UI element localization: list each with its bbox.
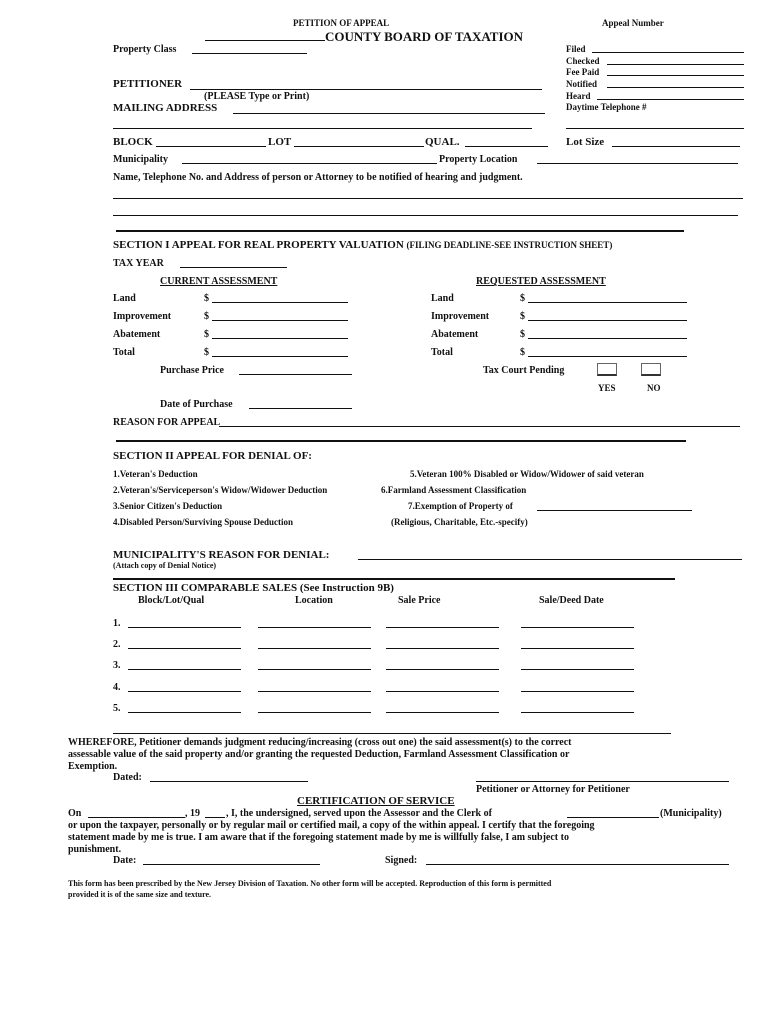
lot-label: LOT <box>268 136 292 148</box>
requested-abatement-field[interactable] <box>528 338 687 339</box>
tax-court-yes-checkbox[interactable] <box>597 363 617 376</box>
denial-item-6: 6.Farmland Assessment Classification <box>381 485 527 495</box>
qual-field[interactable] <box>465 146 548 147</box>
footer-line-2: provided it is of the same size and texture. <box>68 890 212 899</box>
dated-label: Dated: <box>113 772 142 783</box>
fee-paid-field[interactable] <box>607 75 744 76</box>
requested-total-label: Total <box>431 347 453 358</box>
section1-deadline-note: (FILING DEADLINE-SEE INSTRUCTION SHEET) <box>406 240 613 250</box>
tax-year-label: TAX YEAR <box>113 258 164 269</box>
daytime-telephone-field[interactable] <box>566 128 744 129</box>
requested-improvement-label: Improvement <box>431 311 490 322</box>
current-total-label: Total <box>113 347 135 358</box>
denial-item-1: 1.Veteran's Deduction <box>113 469 198 479</box>
wherefore-line-3: Exemption. <box>68 761 118 772</box>
dollar-sign: $ <box>520 329 525 340</box>
comparable-location-field[interactable] <box>258 691 371 692</box>
current-improvement-field[interactable] <box>212 320 348 321</box>
filed-field[interactable] <box>592 52 744 53</box>
current-abatement-label: Abatement <box>113 329 161 340</box>
county-name-field[interactable] <box>205 40 325 41</box>
no-label: NO <box>647 383 661 393</box>
municipality-reason-label: MUNICIPALITY'S REASON FOR DENIAL: <box>113 549 330 561</box>
petitioner-signature-field[interactable] <box>476 781 729 782</box>
block-field[interactable] <box>156 146 266 147</box>
requested-improvement-field[interactable] <box>528 320 687 321</box>
petition-title: PETITION OF APPEAL <box>293 18 390 28</box>
comparable-location-field[interactable] <box>258 669 371 670</box>
heard-field[interactable] <box>597 99 744 100</box>
reason-for-appeal-label: REASON FOR APPEAL <box>113 417 221 428</box>
section3-heading: SECTION III COMPARABLE SALES (See Instruction 9B) <box>113 582 394 594</box>
cert-municipality-field[interactable] <box>567 817 659 818</box>
comparable-date-field[interactable] <box>521 627 634 628</box>
requested-abatement-label: Abatement <box>431 329 479 340</box>
dollar-sign: $ <box>520 293 525 304</box>
section1-heading <box>113 240 612 251</box>
dollar-sign: $ <box>204 293 209 304</box>
comparable-block-field[interactable] <box>128 627 241 628</box>
comparable-date-field[interactable] <box>521 648 634 649</box>
comparable-block-field[interactable] <box>128 691 241 692</box>
heard-label: Heard <box>566 91 591 101</box>
mailing-address-label: MAILING ADDRESS <box>113 102 218 114</box>
comparable-date-field[interactable] <box>521 691 634 692</box>
dollar-sign: $ <box>520 311 525 322</box>
cert-day-field[interactable] <box>88 817 185 818</box>
section-divider <box>116 230 684 232</box>
comparable-row-number: 2. <box>113 639 121 650</box>
cert-line-2: or upon the taxpayer, personally or by regular mail or certified mail, a copy of the within appeal. I certify that the foregoing <box>68 820 595 831</box>
denial-item-4: 4.Disabled Person/Surviving Spouse Deduction <box>113 517 294 527</box>
mailing-address-field[interactable] <box>233 113 545 114</box>
current-land-field[interactable] <box>212 302 348 303</box>
section2-heading: SECTION II APPEAL FOR DENIAL OF: <box>113 450 312 462</box>
checked-label: Checked <box>566 56 600 66</box>
cert-on-label: On <box>68 808 82 819</box>
property-location-label: Property Location <box>439 154 518 165</box>
property-location-field[interactable] <box>537 163 738 164</box>
dollar-sign: $ <box>204 347 209 358</box>
property-class-field[interactable] <box>192 53 307 54</box>
notify-instructions: Name, Telephone No. and Address of person or Attorney to be notified of hearing and judgment. <box>113 172 523 183</box>
col-block-lot-qual: Block/Lot/Qual <box>138 595 205 606</box>
denial-item-2: 2.Veteran's/Serviceperson's Widow/Widower Deduction <box>113 485 328 495</box>
section1-heading-text: SECTION I APPEAL FOR REAL PROPERTY VALUATION <box>113 239 404 251</box>
tax-year-field[interactable] <box>180 267 287 268</box>
col-sale-price: Sale Price <box>398 595 441 606</box>
cert-line-3: statement made by me is true. I am aware that if the foregoing statement made by me is willfully false, I am subject to <box>68 832 569 843</box>
checked-field[interactable] <box>607 64 744 65</box>
notify-field-2[interactable] <box>113 215 738 216</box>
section-divider <box>113 578 675 580</box>
attach-denial-note: (Attach copy of Denial Notice) <box>113 561 217 570</box>
petitioner-or-attorney-label: Petitioner or Attorney for Petitioner <box>476 784 630 795</box>
cert-municipality-label: (Municipality) <box>660 808 722 819</box>
col-sale-deed-date: Sale/Deed Date <box>539 595 604 606</box>
date-of-purchase-label: Date of Purchase <box>160 399 233 410</box>
filed-label: Filed <box>566 44 586 54</box>
comparable-block-field[interactable] <box>128 669 241 670</box>
notified-field[interactable] <box>607 87 744 88</box>
cert-year-prefix: , 19 <box>185 808 200 819</box>
col-location: Location <box>295 595 333 606</box>
reason-for-appeal-field[interactable] <box>219 426 740 427</box>
cert-date-field[interactable] <box>143 864 320 865</box>
comparable-location-field[interactable] <box>258 712 371 713</box>
lot-size-label: Lot Size <box>566 136 605 148</box>
requested-land-field[interactable] <box>528 302 687 303</box>
requested-total-field[interactable] <box>528 356 687 357</box>
county-board-title: COUNTY BOARD OF TAXATION <box>325 29 524 44</box>
comparable-price-field[interactable] <box>386 691 499 692</box>
daytime-telephone-label: Daytime Telephone # <box>566 102 647 112</box>
certification-heading: CERTIFICATION OF SERVICE <box>297 795 455 807</box>
current-land-label: Land <box>113 293 136 304</box>
tax-court-pending-label: Tax Court Pending <box>483 365 565 376</box>
mailing-address-field-2[interactable] <box>113 128 532 129</box>
dated-field[interactable] <box>150 781 308 782</box>
notify-field-1[interactable] <box>113 198 743 199</box>
comparable-price-field[interactable] <box>386 669 499 670</box>
lot-field[interactable] <box>294 146 424 147</box>
denial-item-5: 5.Veteran 100% Disabled or Widow/Widower of said veteran <box>410 469 644 479</box>
dollar-sign: $ <box>204 311 209 322</box>
purchase-price-label: Purchase Price <box>160 365 224 376</box>
dollar-sign: $ <box>520 347 525 358</box>
comparable-date-field[interactable] <box>521 669 634 670</box>
petitioner-field[interactable] <box>190 89 542 90</box>
wherefore-line-1: WHEREFORE, Petitioner demands judgment reducing/increasing (cross out one) the said assessment(s) to the correct <box>68 737 572 748</box>
tax-court-no-checkbox[interactable] <box>641 363 661 376</box>
section-divider <box>113 733 671 734</box>
comparable-block-field[interactable] <box>128 648 241 649</box>
comparable-price-field[interactable] <box>386 627 499 628</box>
cert-signature-field[interactable] <box>426 864 729 865</box>
appeal-number-label: Appeal Number <box>602 18 664 28</box>
property-class-label: Property Class <box>113 44 177 55</box>
dollar-sign: $ <box>204 329 209 340</box>
municipality-reason-field[interactable] <box>358 559 742 560</box>
comparable-price-field[interactable] <box>386 712 499 713</box>
current-assessment-heading: CURRENT ASSESSMENT <box>160 276 278 287</box>
comparable-row-number: 3. <box>113 660 121 671</box>
current-abatement-field[interactable] <box>212 338 348 339</box>
comparable-row-number: 4. <box>113 682 121 693</box>
denial-item-3: 3.Senior Citizen's Deduction <box>113 501 223 511</box>
denial-item-7: 7.Exemption of Property of <box>408 501 513 511</box>
comparable-block-field[interactable] <box>128 712 241 713</box>
cert-signed-label: Signed: <box>385 855 418 866</box>
date-of-purchase-field[interactable] <box>249 408 352 409</box>
cert-line-4: punishment. <box>68 844 122 855</box>
requested-assessment-heading: REQUESTED ASSESSMENT <box>476 276 606 287</box>
fee-paid-label: Fee Paid <box>566 67 600 77</box>
please-type-note: (PLEASE Type or Print) <box>204 91 310 102</box>
cert-date-label: Date: <box>113 855 137 866</box>
petitioner-label: PETITIONER <box>113 78 183 90</box>
comparable-location-field[interactable] <box>258 648 371 649</box>
comparable-price-field[interactable] <box>386 648 499 649</box>
block-label: BLOCK <box>113 136 153 148</box>
denial-item-7-note: (Religious, Charitable, Etc.-specify) <box>391 517 528 527</box>
qual-label: QUAL. <box>425 136 460 148</box>
cert-served-text: , I, the undersigned, served upon the Assessor and the Clerk of <box>226 808 492 819</box>
comparable-row-number: 1. <box>113 618 121 629</box>
requested-land-label: Land <box>431 293 454 304</box>
section-divider <box>116 440 686 442</box>
cert-year-field[interactable] <box>205 817 225 818</box>
comparable-row-number: 5. <box>113 703 121 714</box>
current-total-field[interactable] <box>212 356 348 357</box>
comparable-date-field[interactable] <box>521 712 634 713</box>
notified-label: Notified <box>566 79 597 89</box>
purchase-price-field[interactable] <box>239 374 352 375</box>
yes-label: YES <box>598 383 616 393</box>
footer-line-1: This form has been prescribed by the New Jersey Division of Taxation. No other form will be accepted. Reproduction of this form is permitted <box>68 879 552 888</box>
exemption-property-field[interactable] <box>537 510 692 511</box>
municipality-field[interactable] <box>182 163 437 164</box>
comparable-location-field[interactable] <box>258 627 371 628</box>
lot-size-field[interactable] <box>612 146 740 147</box>
municipality-label: Municipality <box>113 154 169 165</box>
current-improvement-label: Improvement <box>113 311 172 322</box>
wherefore-line-2: assessable value of the said property and/or granting the requested Deduction, Farmland Assessment Classification or <box>68 749 570 760</box>
